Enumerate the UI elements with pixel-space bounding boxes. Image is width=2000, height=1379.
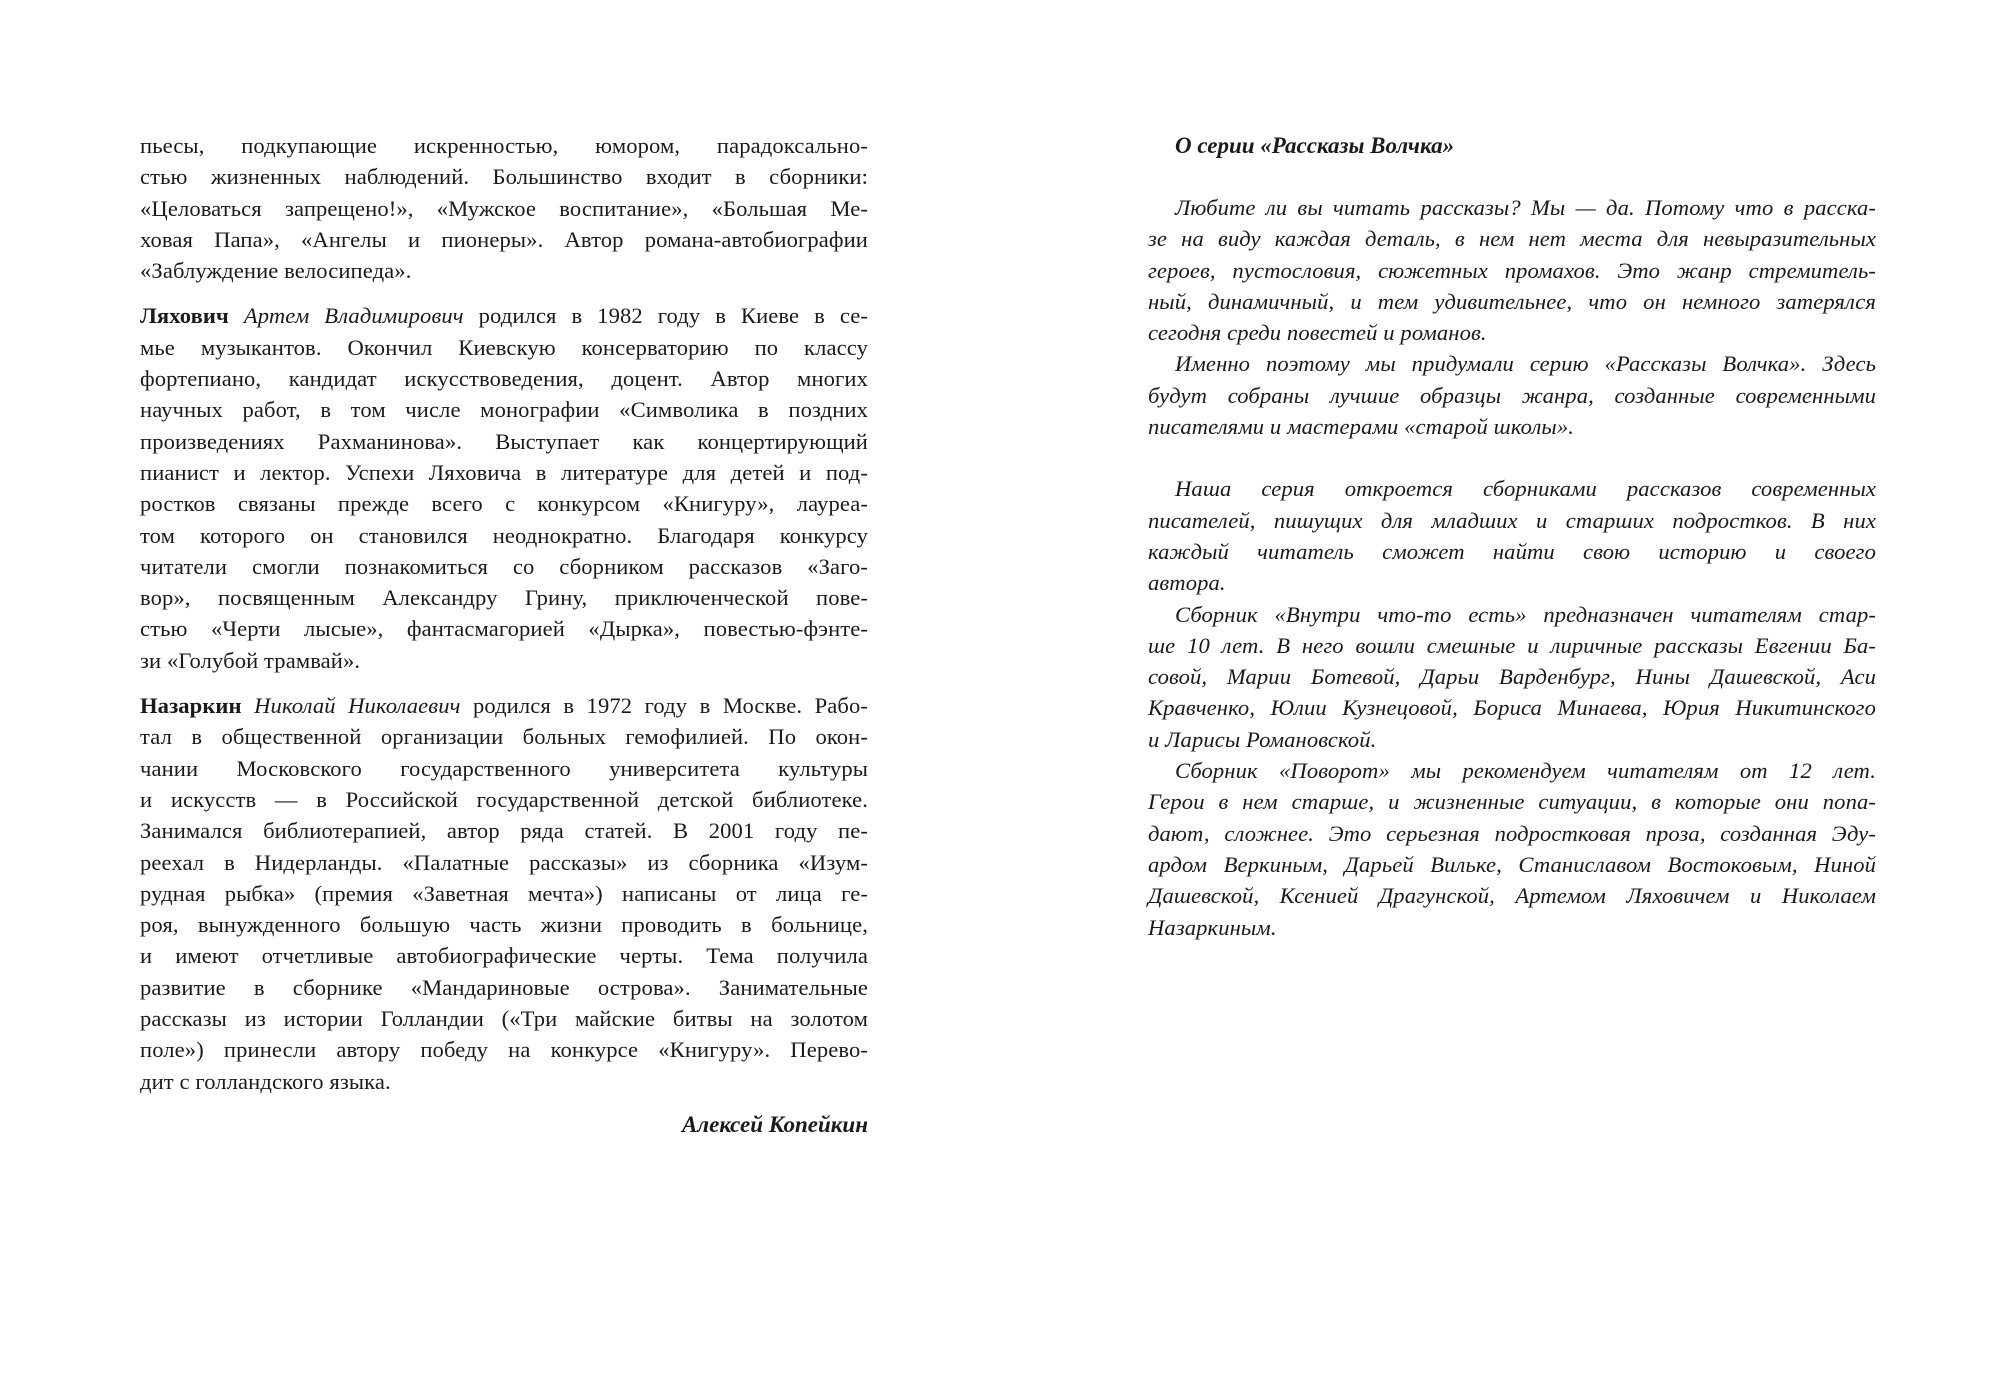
text-line: Назаркиным. <box>1148 914 1277 940</box>
author-names: Артем Владимирович <box>243 303 464 329</box>
text-line: научных работ, в том числе монографии «Символика в поздних <box>140 397 868 423</box>
text-line: рудная рыбка» (премия «Заветная мечта») написаны от лица ге- <box>140 880 868 906</box>
text-line: пьесы, подкупающие искренностью, юмором, парадоксально- <box>140 133 868 158</box>
text-line: писателей, пишущих для младших и старших подростков. В них <box>1148 507 1876 533</box>
text-line: рассказы из истории Голландии («Три майские битвы на золотом <box>140 1006 868 1032</box>
text-line: тал в общественной организации больных гемофилией. По окон- <box>140 724 868 750</box>
paragraph-intro <box>140 130 868 286</box>
paragraph-lyakhovich <box>140 300 868 676</box>
left-page <box>140 130 868 1141</box>
text-line: и искусств — в Российской государственной детской библиотеке. <box>140 786 868 812</box>
text-line: Дашевской, Ксенией Драгунской, Артемом Ляховичем и Николаем <box>1148 883 1876 909</box>
author-surname: Ляхович <box>140 303 229 329</box>
paragraph-collection-turn <box>1148 755 1876 943</box>
paragraph-series-opening <box>1148 473 1876 598</box>
text-line: писателями и мастерами «старой школы». <box>1148 414 1574 440</box>
text-line: пианист и лектор. Успехи Ляховича в литературе для детей и под- <box>140 459 868 485</box>
paragraph-collection-inside <box>1148 599 1876 755</box>
text-line: Любите ли вы читать рассказы? Мы — да. Потому что в расска- <box>1175 195 1876 220</box>
text-line: ардом Веркиным, Дарьей Вильке, Станиславом Востоковым, Ниной <box>1148 851 1876 877</box>
text-line: реехал в Нидерланды. «Палатные рассказы» из сборника «Изум- <box>140 849 868 875</box>
text-line: и имеют отчетливые автобиографические черты. Тема получила <box>140 943 868 969</box>
text-line: каждый читатель сможет найти свою историю и своего <box>1148 538 1876 564</box>
text-line: ше 10 лет. В него вошли смешные и лиричные рассказы Евгении Ба- <box>1148 632 1876 658</box>
paragraph-nazarkin <box>140 690 868 1097</box>
text-line: и Ларисы Романовской. <box>1148 726 1377 752</box>
text-line: зи «Голубой трамвай». <box>140 647 361 673</box>
text-line: Сборник «Поворот» мы рекомендуем читателям от 12 лет. <box>1175 758 1876 784</box>
text-line: совой, Марии Ботевой, Дарьи Варденбург, Нины Дашевской, Аси <box>1148 664 1876 690</box>
text-line: ростков связаны прежде всего с конкурсом «Книгуру», лауреа- <box>140 491 868 517</box>
text-line: поле») принесли автору победу на конкурсе «Книгуру». Перево- <box>140 1037 868 1063</box>
text-line <box>140 690 868 721</box>
text-line: Герои в нем старше, и жизненные ситуации, в которые они попа- <box>1148 789 1876 815</box>
paragraph-series-purpose <box>1148 348 1876 442</box>
text-line: роя, вынужденного большую часть жизни проводить в больнице, <box>140 912 868 938</box>
right-page <box>1148 130 1876 943</box>
text-line: Сборник «Внутри что-то есть» предназначен читателям стар- <box>1175 601 1876 627</box>
section-title: О серии «Рассказы Волчка» <box>1175 133 1455 158</box>
text-line: дит с голландского языка. <box>140 1068 391 1094</box>
text-line: Именно поэтому мы придумали серию «Рассказы Волчка». Здесь <box>1175 351 1876 377</box>
text-line: вор», посвященным Александру Грину, приключенческой пове- <box>140 585 868 611</box>
text-line: «Целоваться запрещено!», «Мужское воспитание», «Большая Ме- <box>140 195 868 221</box>
text-line: ховая Папа», «Ангелы и пионеры». Автор романа-автобиографии <box>140 226 868 252</box>
text-line: автора. <box>1148 570 1226 596</box>
signature: Алексей Копейкин <box>681 1111 868 1137</box>
text-line: ный, динамичный, и тем удивительнее, что он немного затерялся <box>1148 288 1876 314</box>
text-fragment: родился в 1972 году в Москве. Рабо- <box>472 693 869 719</box>
text-line: зе на виду каждая деталь, в нем нет места для невыразительных <box>1148 226 1876 252</box>
text-line: Наша серия откроется сборниками рассказов современных <box>1175 476 1876 502</box>
text-line: чании Московского государственного университета культуры <box>140 755 868 781</box>
text-line: фортепиано, кандидат искусствоведения, доцент. Автор многих <box>140 366 868 392</box>
text-line: том которого он становился неоднократно. Благодаря конкурсу <box>140 522 868 548</box>
text-line: мье музыкантов. Окончил Киевскую консерваторию по классу <box>140 334 868 360</box>
text-line <box>140 300 868 331</box>
paragraph-series-intro <box>1148 192 1876 348</box>
author-surname: Назаркин <box>140 693 242 719</box>
text-line: «Заблуждение велосипеда». <box>140 258 412 284</box>
text-line: стью жизненных наблюдений. Большинство входит в сборники: <box>140 164 868 190</box>
text-line: героев, пустословия, сюжетных промахов. Это жанр стремитель- <box>1148 257 1876 283</box>
text-line: будут собраны лучшие образцы жанра, созданные современными <box>1148 382 1876 408</box>
text-line: сегодня среди повестей и романов. <box>1148 320 1487 346</box>
text-line: стью «Черти лысые», фантасмагорией «Дырка», повестью-фэнте- <box>140 616 868 642</box>
text-line: Кравченко, Юлии Кузнецовой, Бориса Минаева, Юрия Никитинского <box>1148 695 1876 721</box>
text-line: Занимался библиотерапией, автор ряда статей. В 2001 году пе- <box>140 818 868 844</box>
author-names: Николай Николаевич <box>254 693 461 719</box>
text-line: читатели смогли познакомиться со сборником рассказов «Заго- <box>140 553 868 579</box>
text-line: дают, сложнее. Это серьезная подростковая проза, созданная Эду- <box>1148 820 1876 846</box>
text-fragment: родился в 1982 году в Киеве в се- <box>478 303 869 329</box>
text-line: развитие в сборнике «Мандариновые острова». Занимательные <box>140 974 868 1000</box>
text-line: произведениях Рахманинова». Выступает как концертирующий <box>140 428 868 454</box>
